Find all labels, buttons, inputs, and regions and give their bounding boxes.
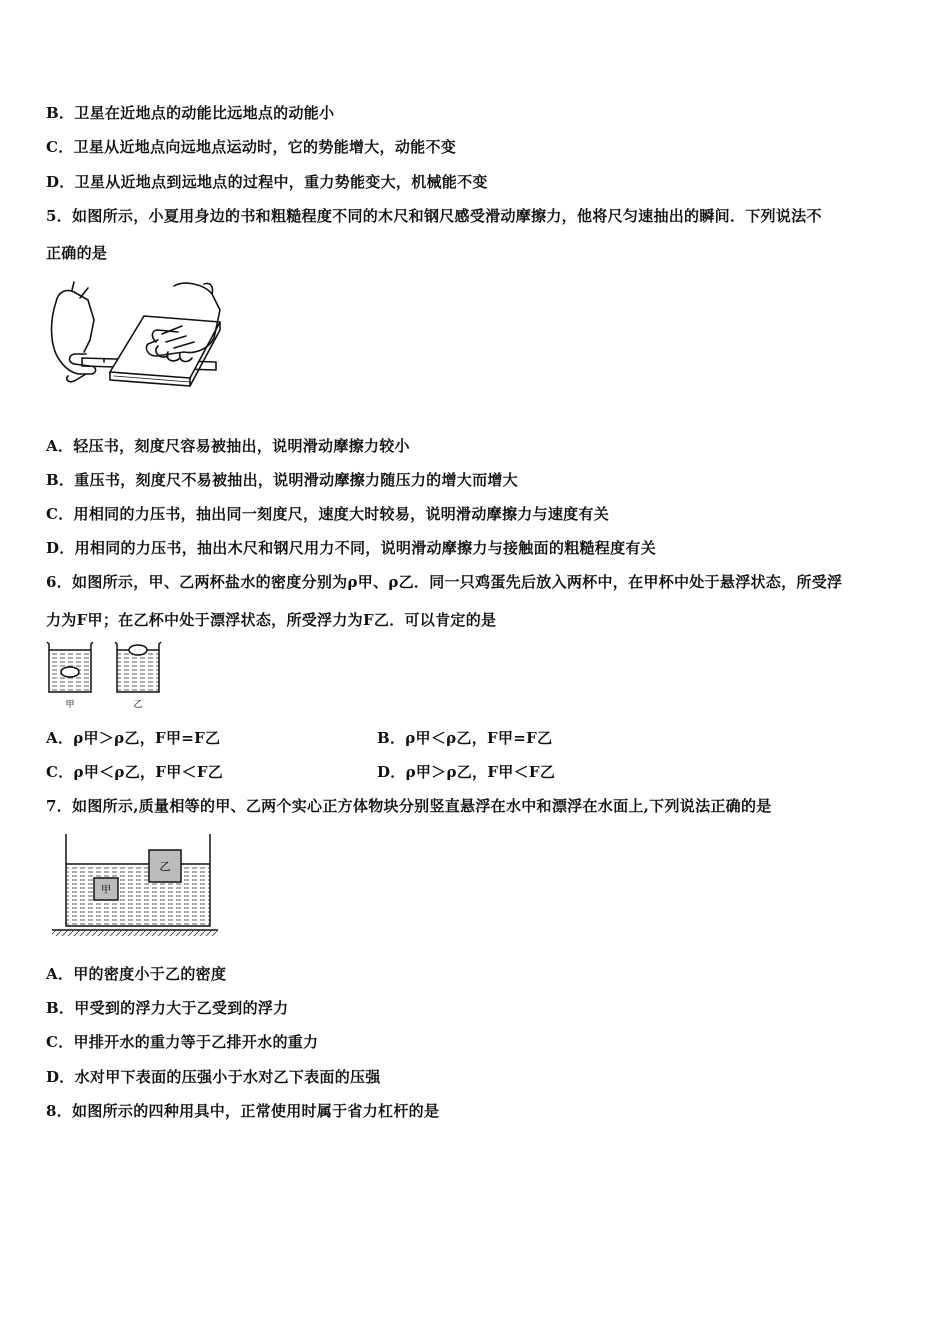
q4-option-c: C．卫星从近地点向远地点运动时，它的势能增大，动能不变	[46, 138, 457, 156]
two-beakers-figure	[44, 636, 174, 712]
q5-option-d: D．用相同的力压书，抽出木尺和钢尺用力不同，说明滑动摩擦力与接触面的粗糙程度有关	[46, 539, 657, 557]
q7-stem: 7．如图所示,质量相等的甲、乙两个实心正方体物块分别竖直悬浮在水中和漂浮在水面上,下列说法正确的是	[46, 797, 772, 815]
beaker-label-jia: 甲	[65, 700, 75, 710]
q5-stem-line1: 5．如图所示，小夏用身边的书和粗糙程度不同的木尺和钢尺感受滑动摩擦力，他将尺匀速抽出的瞬间．下列说法不	[46, 207, 822, 225]
q8-stem: 8．如图所示的四种用具中，正常使用时属于省力杠杆的是	[46, 1102, 440, 1120]
beaker-label-yi: 乙	[133, 700, 143, 710]
q6-stem-line1: 6．如图所示，甲、乙两杯盐水的密度分别为ρ甲、ρ乙．同一只鸡蛋先后放入两杯中，在甲杯中处于悬浮状态，所受浮	[46, 573, 843, 591]
q6-option-a: A．ρ甲＞ρ乙，F甲=F乙	[46, 729, 221, 747]
q6-option-c: C．ρ甲＜ρ乙，F甲＜F乙	[46, 763, 224, 781]
q4-option-b: B．卫星在近地点的动能比远地点的动能小	[46, 104, 335, 122]
q5-option-c: C．用相同的力压书，抽出同一刻度尺，速度大时较易，说明滑动摩擦力与速度有关	[46, 505, 610, 523]
q5-option-a: A．轻压书，刻度尺容易被抽出，说明滑动摩擦力较小	[46, 437, 410, 455]
q6-stem-line2: 力为F甲；在乙杯中处于漂浮状态，所受浮力为F乙．可以肯定的是	[46, 611, 497, 629]
q6-option-d: D．ρ甲＞ρ乙，F甲＜F乙	[377, 763, 556, 781]
q6-option-b: B．ρ甲＜ρ乙，F甲=F乙	[377, 729, 553, 747]
q7-option-c: C．甲排开水的重力等于乙排开水的重力	[46, 1033, 319, 1051]
q5-stem-line2: 正确的是	[46, 244, 108, 262]
q4-option-d: D．卫星从近地点到远地点的过程中，重力势能变大，机械能不变	[46, 173, 488, 191]
block-label-jia: 甲	[101, 885, 111, 896]
q5-option-b: B．重压书，刻度尺不易被抽出，说明滑动摩擦力随压力的增大而增大	[46, 471, 518, 489]
q7-option-a: A．甲的密度小于乙的密度	[46, 965, 227, 983]
water-tank-figure	[48, 830, 220, 940]
q7-option-d: D．水对甲下表面的压强小于水对乙下表面的压强	[46, 1068, 381, 1086]
block-label-yi: 乙	[159, 860, 171, 873]
q7-option-b: B．甲受到的浮力大于乙受到的浮力	[46, 999, 289, 1017]
book-ruler-figure	[44, 280, 230, 390]
